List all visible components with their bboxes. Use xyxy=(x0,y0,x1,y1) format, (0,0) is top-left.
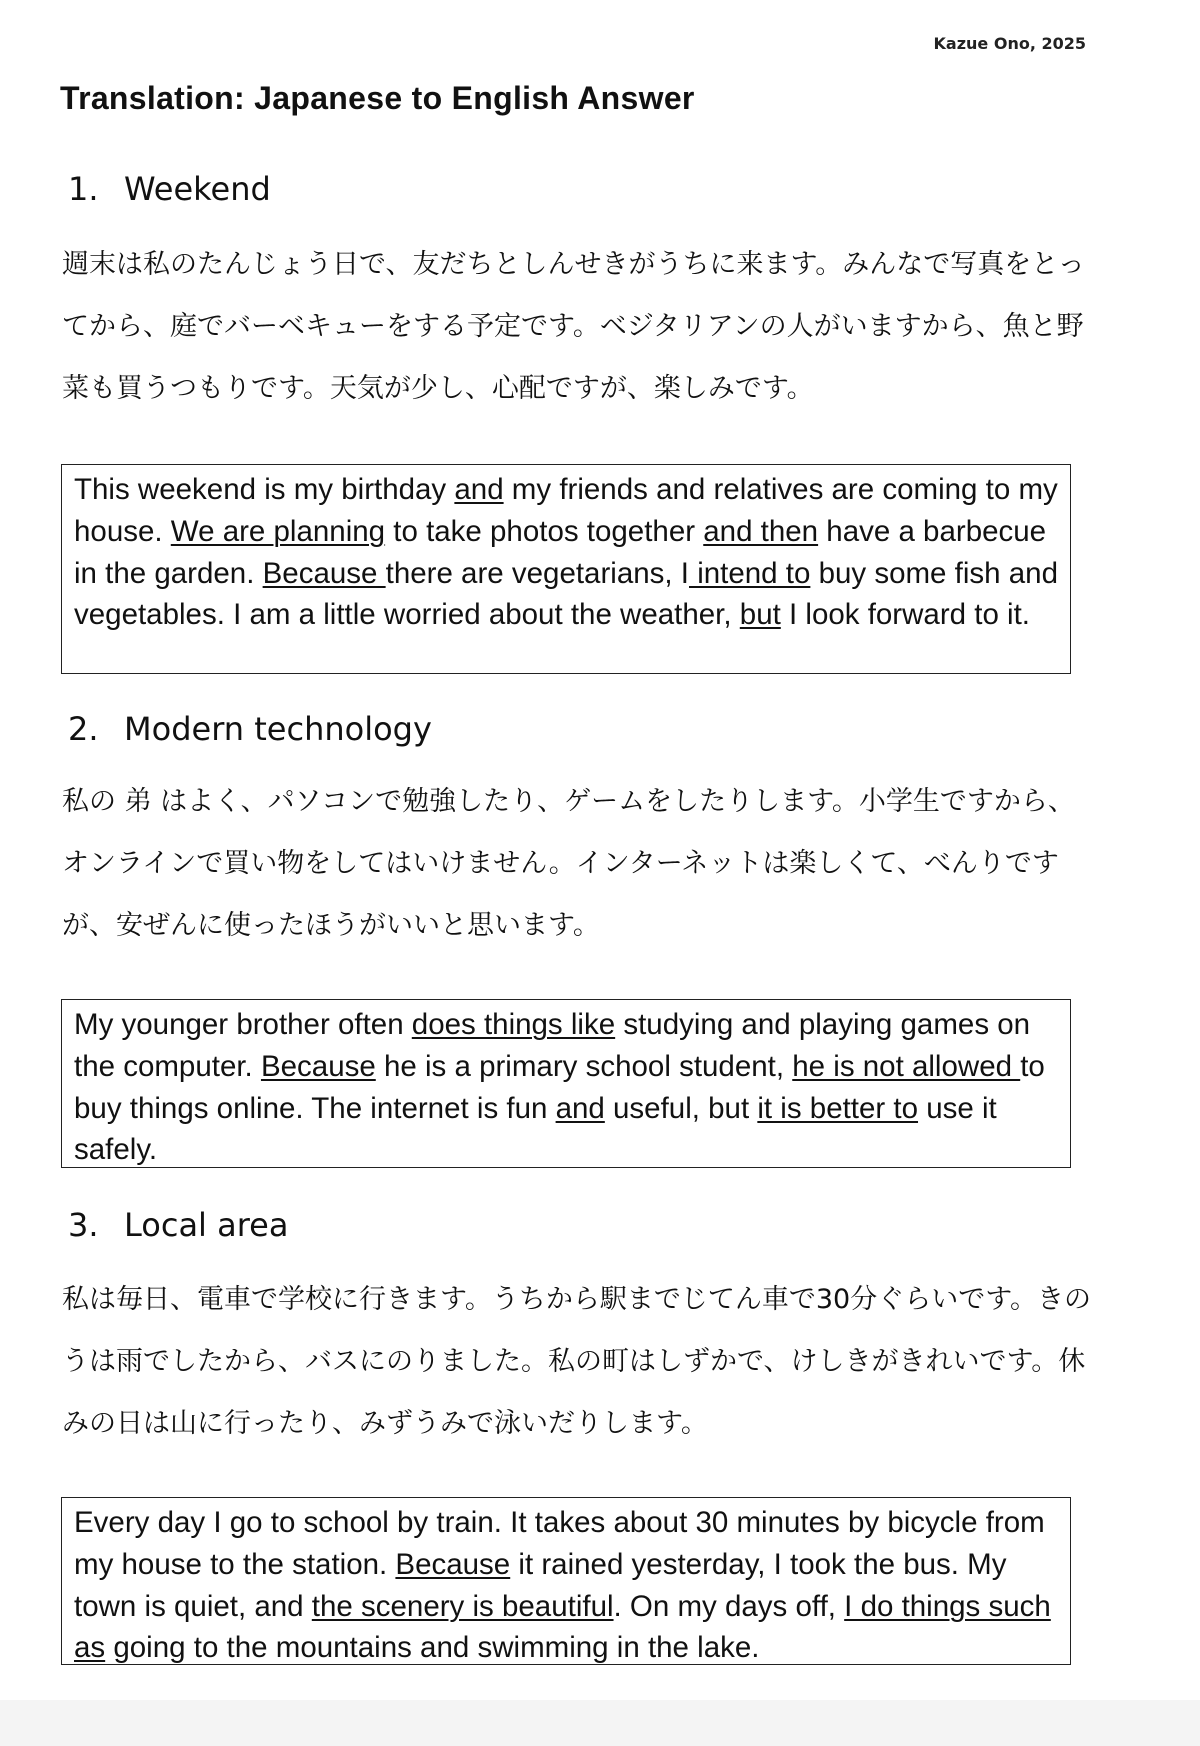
english-answer-box xyxy=(61,1497,1071,1665)
section-number: 1. xyxy=(68,170,99,208)
answer-text: going to the mountains and swimming in the lake. xyxy=(105,1631,760,1665)
underlined-phrase: but xyxy=(739,598,781,632)
answer-text: buy some fish and vegetables. I am a little worried about the weather, xyxy=(74,556,1058,632)
english-answer-box xyxy=(61,999,1071,1168)
underlined-phrase: the scenery is beautiful xyxy=(311,1589,614,1623)
underlined-phrase: it is better to xyxy=(757,1091,919,1125)
answer-text: have a barbecue in the garden. xyxy=(74,514,1047,590)
answer-text: there are vegetarians, I xyxy=(385,556,689,590)
japanese-passage: 私は毎日、電車で学校に行きます。うちから駅までじてん車で30分ぐらいです。きのうは雨でしたから、バスにのりました。私の町はしずかで、けしきがきれいです。休みの日は山に行ったり、みずうみで泳いだりします。 xyxy=(62,1284,1092,1439)
underlined-phrase: intend to xyxy=(689,556,811,590)
underlined-phrase: We are planning xyxy=(170,514,386,548)
page-bottom-margin xyxy=(0,1700,1200,1746)
answer-text: useful, but xyxy=(604,1091,758,1125)
answer-text: it rained yesterday, I took the bus. My town is quiet, and xyxy=(74,1547,1007,1623)
section-number: 2. xyxy=(68,710,99,748)
japanese-passage: 週末は私のたんじょう日で、友だちとしんせきがうちに来ます。みんなで写真をとってから、庭でバーベキューをする予定です。ベジタリアンの人がいますから、魚と野菜も買うつもりです。天気が少し、心配ですが、楽しみです。 xyxy=(62,249,1085,404)
underlined-phrase: does things like xyxy=(411,1008,616,1041)
answer-text: to take photos together xyxy=(385,514,704,548)
answer-text: . On my days off, xyxy=(613,1589,845,1623)
section-heading xyxy=(68,170,271,208)
japanese-passage: 私の 弟 はよく、パソコンで勉強したり、ゲームをしたりします。小学生ですから、オンラインで買い物をしてはいけません。インターネットは楽しくて、べんりですが、安ぜんに使ったほうがいいと思います。 xyxy=(62,786,1075,941)
answer-text: to buy things online. The internet is fun xyxy=(74,1049,1045,1125)
page-title: Translation: Japanese to English Answer xyxy=(60,80,695,116)
section-heading xyxy=(68,710,432,748)
underlined-phrase: and then xyxy=(703,514,819,548)
section-title: Modern technology xyxy=(124,710,432,748)
underlined-phrase: I do things such as xyxy=(74,1589,1051,1665)
underlined-phrase: Because xyxy=(395,1547,511,1581)
answer-text: my friends and relatives are coming to my house. xyxy=(74,473,1058,548)
answer-text: This weekend is my birthday xyxy=(74,473,455,506)
answer-text: studying and playing games on the computer. xyxy=(74,1008,1031,1083)
underlined-phrase: and xyxy=(454,473,504,506)
answer-text: Every day I go to school by train. It takes about 30 minutes by bicycle from my house to the station. xyxy=(74,1506,1045,1581)
answer-text: he is a primary school student, xyxy=(375,1049,793,1083)
underlined-phrase: he is not allowed xyxy=(792,1049,1021,1083)
section-number: 3. xyxy=(68,1206,99,1244)
section-title: Weekend xyxy=(124,170,271,208)
answer-text: use it safely. xyxy=(74,1091,997,1167)
section-heading xyxy=(68,1206,288,1244)
underlined-phrase: Because xyxy=(260,1049,376,1083)
english-answer-box xyxy=(61,464,1071,674)
answer-text: I look forward to it. xyxy=(780,598,1031,632)
answer-text: My younger brother often xyxy=(74,1008,412,1041)
section-title: Local area xyxy=(124,1206,289,1244)
author-credit: Kazue Ono, 2025 xyxy=(933,34,1086,53)
underlined-phrase: Because xyxy=(262,556,386,590)
underlined-phrase: and xyxy=(555,1091,605,1125)
